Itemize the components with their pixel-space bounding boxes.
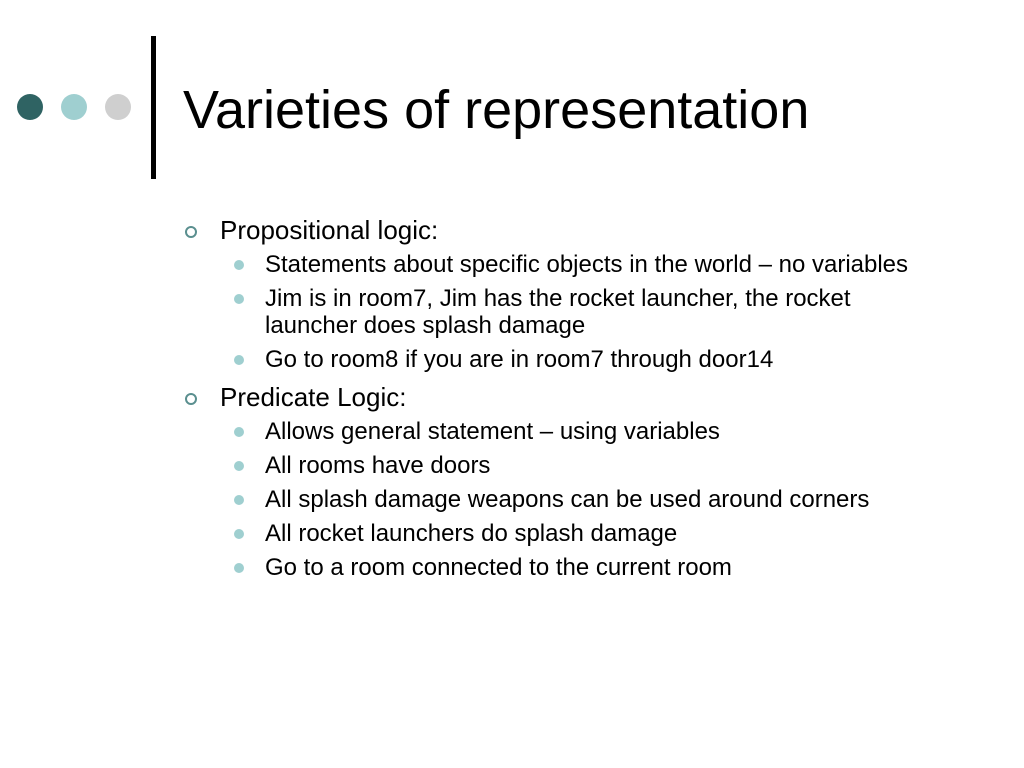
circle-bullet-icon — [185, 393, 197, 405]
sub-bullet-text: Go to room8 if you are in room7 through door14 — [265, 346, 774, 373]
section-heading: Propositional logic: — [220, 215, 439, 245]
sub-bullet-text: Allows general statement – using variables — [265, 418, 720, 445]
dot-bullet-icon — [234, 427, 244, 437]
sub-bullet-text: All rooms have doors — [265, 452, 491, 479]
sub-bullet-text: All rocket launchers do splash damage — [265, 520, 678, 547]
dot-bullet-icon — [234, 294, 244, 304]
dot-bullet-icon — [234, 461, 244, 471]
sub-bullet-item — [182, 285, 910, 339]
sub-bullet-item — [182, 520, 910, 547]
slide-body — [182, 213, 922, 588]
slide-title: Varieties of representation — [183, 80, 810, 140]
sub-bullet-item — [182, 452, 910, 479]
circle-bullet-icon — [185, 226, 197, 238]
sub-bullet-text: Jim is in room7, Jim has the rocket launcher, the rocket launcher does splash damage — [265, 285, 851, 339]
sub-bullet-item — [182, 554, 910, 581]
bullet-predicate-logic — [182, 380, 922, 414]
gray-dot-icon — [105, 94, 131, 120]
sub-bullet-text: Statements about specific objects in the world – no variables — [265, 251, 909, 278]
dot-bullet-icon — [234, 495, 244, 505]
dark-dot-icon — [17, 94, 43, 120]
dot-bullet-icon — [234, 529, 244, 539]
section-heading: Predicate Logic: — [220, 382, 407, 412]
light-dot-icon — [61, 94, 87, 120]
sub-bullet-item — [182, 346, 910, 373]
title-divider — [151, 36, 156, 179]
sub-bullet-item — [182, 251, 910, 278]
sub-bullet-text: All splash damage weapons can be used around corners — [265, 486, 870, 513]
sub-bullet-item — [182, 418, 910, 445]
dot-bullet-icon — [234, 563, 244, 573]
dot-bullet-icon — [234, 260, 244, 270]
decorative-dots — [17, 94, 132, 120]
dot-bullet-icon — [234, 355, 244, 365]
sub-bullet-item — [182, 486, 910, 513]
sub-bullet-text: Go to a room connected to the current room — [265, 554, 732, 581]
bullet-propositional-logic — [182, 213, 922, 247]
